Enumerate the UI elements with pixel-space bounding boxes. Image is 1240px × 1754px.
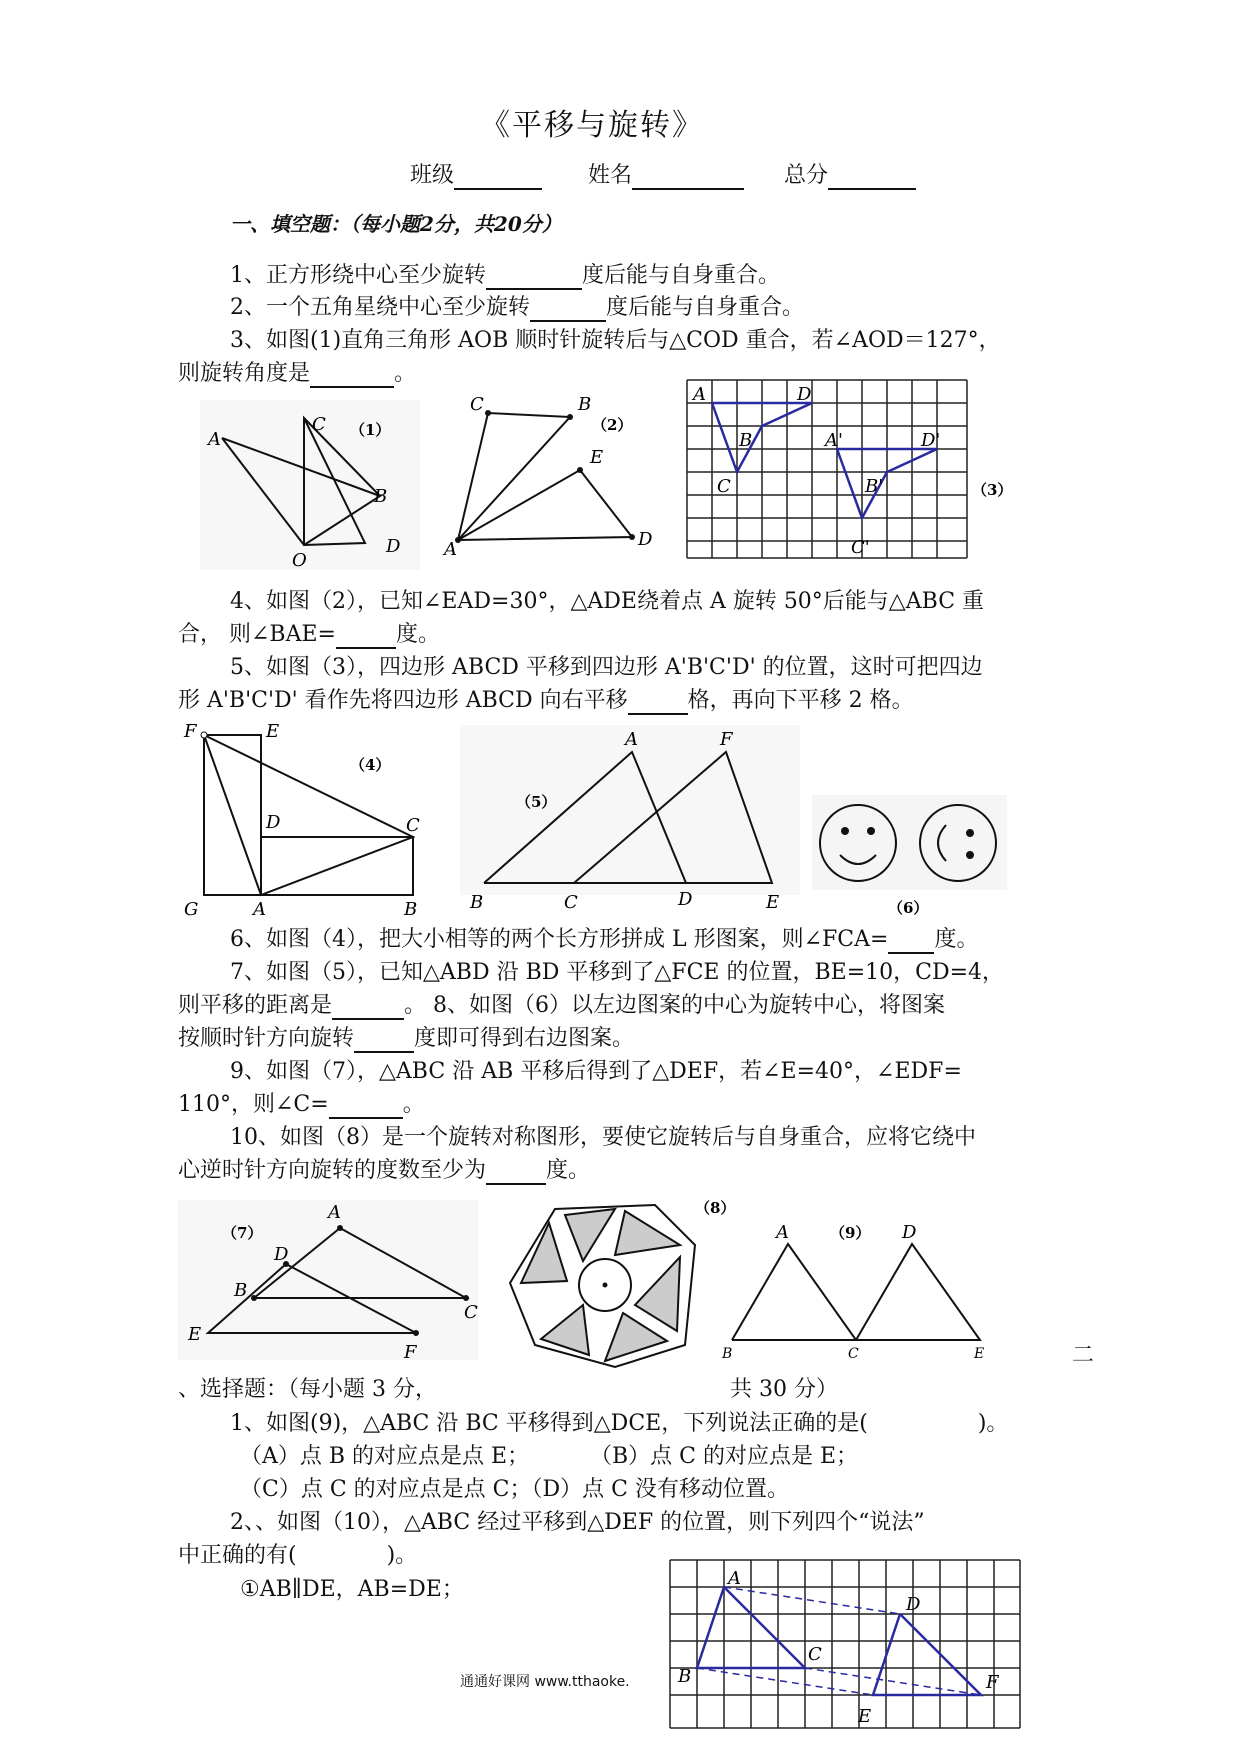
f4-label-C: C	[406, 815, 420, 836]
f2-label-A: A	[444, 539, 457, 560]
section-1-heading: 一、填空题：（每小题2分，共20分）	[230, 212, 562, 236]
header-fields	[410, 162, 916, 190]
q8-blank[interactable]	[354, 1029, 414, 1053]
question-8: 按顺时针方向旋转 度即可得到右边图案。	[178, 1026, 635, 1051]
f8-tag: （8）	[695, 1199, 736, 1217]
f10-label-A: A	[728, 1568, 741, 1589]
f7-label-E: E	[188, 1324, 202, 1345]
f9-label-C: C	[848, 1346, 859, 1362]
footer-watermark: 通通好课网 www.tthaoke.	[460, 1674, 630, 1690]
f1-label-B: B	[374, 486, 388, 507]
question-1: 1、正方形绕中心至少旋转 度后能与自身重合。	[230, 263, 781, 288]
f3-label-B: B	[739, 430, 753, 451]
question-9-cont: 110°，则∠C= 。	[178, 1092, 425, 1117]
f1-label-C: C	[312, 414, 326, 435]
figure-3	[685, 378, 1013, 563]
f7-tag: （7）	[222, 1224, 263, 1242]
f9-label-E: E	[974, 1346, 985, 1362]
question-3: 3、如图(1)直角三角形 AOB 顺时针旋转后与△COD 重合，若∠AOD＝127°，	[230, 328, 1001, 353]
question-3-cont: 则旋转角度是 。	[178, 361, 417, 386]
f4-tag: （4）	[350, 756, 391, 774]
q3-blank[interactable]	[310, 364, 394, 388]
section-2-score: 共 30 分）	[730, 1377, 838, 1402]
question-5-cont: 形 A'B'C'D' 看作先将四边形 ABCD 向右平移 格，再向下平移 2 格。	[178, 688, 914, 713]
question-9: 9、如图（7），△ABC 沿 AB 平移后得到了△DEF，若∠E=40°，∠EDF=	[230, 1059, 962, 1084]
figure-10	[668, 1558, 1026, 1734]
page-title: 《平移与旋转》	[480, 108, 704, 143]
f4-label-F: F	[184, 721, 197, 742]
q2-blank[interactable]	[530, 298, 606, 322]
f1-label-A: A	[208, 429, 221, 450]
f4-label-G: G	[184, 899, 199, 920]
q7-blank[interactable]	[332, 996, 404, 1020]
figure-1	[200, 400, 420, 570]
figure-7	[178, 1200, 478, 1375]
question-5: 5、如图（3），四边形 ABCD 平移到四边形 A'B'C'D' 的位置，这时可把四边	[230, 655, 983, 680]
q1-blank[interactable]	[486, 266, 582, 290]
f5-label-E: E	[766, 892, 780, 913]
question-4-cont: 合， 则∠BAE= 度。	[178, 622, 440, 647]
f2-label-C: C	[470, 394, 484, 415]
question-7: 7、如图（5），已知△ABD 沿 BD 平移到了△FCE 的位置，BE=10，CD=4，	[230, 960, 1005, 985]
figure-5	[460, 725, 800, 920]
choice-2-statement-1: ①AB∥DE，AB=DE；	[240, 1577, 464, 1602]
choice-1-option-b[interactable]: （B）点 C 的对应点是 E；	[590, 1444, 859, 1469]
question-7-cont: 则平移的距离是 。 8、如图（6）以左边图案的中心为旋转中心，将图案	[178, 993, 946, 1018]
choice-question-2-cont: 中正确的有( )。	[178, 1543, 418, 1568]
f1-label-D: D	[386, 536, 401, 557]
question-4: 4、如图（2），已知∠EAD=30°，△ADE绕着点 A 旋转 50°后能与△ABC 重	[230, 589, 985, 614]
f2-tag: （2）	[592, 416, 633, 434]
f2-label-E: E	[590, 447, 604, 468]
class-label: 班级	[410, 163, 455, 188]
f10-label-D: D	[906, 1594, 921, 1615]
f9-label-B: B	[722, 1346, 733, 1362]
choice-question-1: 1、如图(9)，△ABC 沿 BC 平移得到△DCE，下列说法正确的是( )。	[230, 1411, 1009, 1436]
f4-label-D: D	[266, 812, 281, 833]
f10-label-B: B	[678, 1666, 692, 1687]
f10-label-E: E	[858, 1706, 872, 1727]
name-label: 姓名	[588, 163, 633, 188]
f3-tag: （3）	[972, 481, 1013, 499]
q4-blank[interactable]	[336, 625, 396, 649]
f2-label-B: B	[578, 394, 592, 415]
figure-2	[440, 395, 660, 570]
question-10: 10、如图（8）是一个旋转对称图形，要使它旋转后与自身重合，应将它绕中	[230, 1125, 976, 1150]
f5-label-F: F	[720, 729, 733, 750]
class-blank[interactable]	[454, 166, 542, 190]
f7-label-C: C	[464, 1302, 478, 1323]
q10-blank[interactable]	[486, 1161, 546, 1185]
f3-label-B-prime: B'	[865, 476, 884, 497]
figure-6	[812, 795, 1012, 925]
f6-tag: （6）	[888, 899, 929, 917]
f4-label-E: E	[266, 721, 280, 742]
score-label: 总分	[784, 163, 829, 188]
f5-label-B: B	[470, 892, 484, 913]
f2-label-D: D	[638, 529, 653, 550]
f5-label-A: A	[625, 729, 638, 750]
f7-label-A: A	[328, 1202, 341, 1223]
q9-blank[interactable]	[329, 1095, 403, 1119]
f9-tag: （9）	[830, 1224, 871, 1242]
q6-blank[interactable]	[888, 930, 934, 954]
f9-label-D: D	[902, 1222, 917, 1243]
f5-label-D: D	[678, 889, 693, 910]
choice-question-2: 2、、如图（10），△ABC 经过平移到△DEF 的位置，则下列四个“说法”	[230, 1510, 925, 1535]
f3-label-A-prime: A'	[825, 430, 843, 451]
f7-label-B: B	[234, 1280, 248, 1301]
name-blank[interactable]	[632, 166, 744, 190]
score-blank[interactable]	[828, 166, 916, 190]
figure-8	[505, 1195, 735, 1370]
f3-label-D-prime: D'	[921, 430, 941, 451]
f5-tag: （5）	[516, 793, 557, 811]
f3-label-A: A	[693, 384, 706, 405]
question-2: 2、一个五角星绕中心至少旋转 度后能与自身重合。	[230, 295, 805, 320]
q5-blank[interactable]	[628, 691, 688, 715]
f7-label-F: F	[404, 1342, 417, 1363]
f9-label-A: A	[776, 1222, 789, 1243]
f10-label-F: F	[986, 1672, 999, 1693]
f3-label-C: C	[717, 476, 731, 497]
f3-label-D: D	[797, 384, 812, 405]
f7-label-D: D	[274, 1244, 289, 1265]
f1-tag: （1）	[350, 421, 391, 439]
figure-9	[722, 1218, 992, 1368]
choice-1-option-a[interactable]: （A）点 B 的对应点是点 E；	[240, 1444, 530, 1469]
f4-label-B: B	[404, 899, 418, 920]
figure-4	[180, 721, 440, 920]
f5-label-C: C	[564, 892, 578, 913]
f3-label-C-prime: C'	[851, 537, 870, 558]
question-6: 6、如图（4），把大小相等的两个长方形拼成 L 形图案，则∠FCA= 度。	[230, 927, 979, 952]
choice-1-options-cd[interactable]: （C）点 C 的对应点是点 C；（D）点 C 没有移动位置。	[240, 1477, 789, 1502]
f10-label-C: C	[808, 1644, 822, 1665]
f1-label-O: O	[292, 550, 307, 571]
section-2-heading: 、选择题：（每小题 3 分，	[178, 1377, 437, 1402]
f4-label-A: A	[253, 899, 266, 920]
question-10-cont: 心逆时针方向旋转的度数至少为 度。	[178, 1158, 591, 1183]
section-2-number: 二	[1072, 1343, 1095, 1368]
